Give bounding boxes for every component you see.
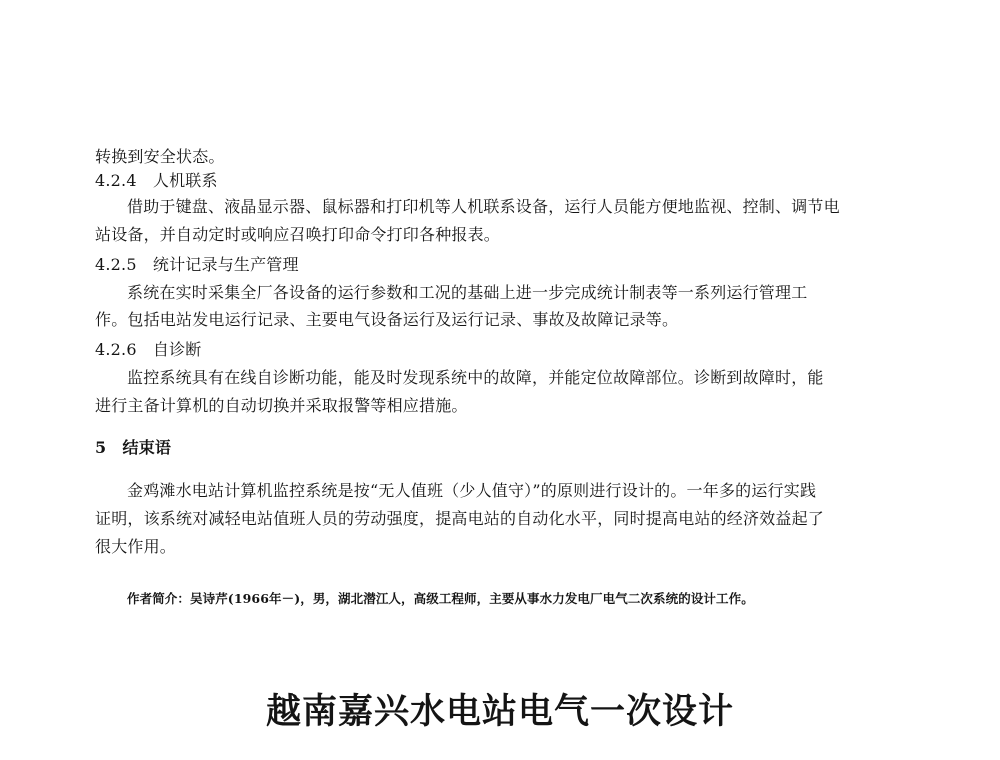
section-heading-4-2-6: 4.2.6 自诊断 — [95, 340, 202, 359]
paragraph-line: 系统在实时采集全厂各设备的运行参数和工况的基础上进一步完成统计制表等一系列运行管理工 — [127, 283, 808, 302]
paragraph-end-line: 转换到安全状态。 — [95, 147, 225, 166]
next-article-title: 越南嘉兴水电站电气一次设计 — [265, 691, 734, 732]
paragraph-line: 很大作用。 — [95, 537, 177, 556]
section-heading-4-2-5: 4.2.5 统计记录与生产管理 — [95, 255, 299, 274]
author-bio: 作者简介：吴诗芹(1966年－)，男，湖北潜江人，高级工程师，主要从事水力发电厂电气二次系统的设计工作。 — [127, 591, 754, 606]
paragraph-line: 进行主备计算机的自动切换并采取报警等相应措施。 — [95, 396, 468, 415]
paragraph-line: 金鸡滩水电站计算机监控系统是按“无人值班（少人值守）”的原则进行设计的。一年多的运行实践 — [127, 481, 817, 500]
section-heading-4-2-4: 4.2.4 人机联系 — [95, 171, 218, 190]
paragraph-line: 站设备，并自动定时或响应召唤打印命令打印各种报表。 — [95, 225, 501, 244]
section-heading-conclusion: 5 结束语 — [95, 438, 172, 457]
paragraph-line: 作。包括电站发电运行记录、主要电气设备运行及运行记录、事故及故障记录等。 — [95, 310, 679, 329]
paragraph-line: 监控系统具有在线自诊断功能，能及时发现系统中的故障，并能定位故障部位。诊断到故障时，能 — [127, 368, 824, 387]
paragraph-line: 借助于键盘、液晶显示器、鼠标器和打印机等人机联系设备，运行人员能方便地监视、控制、调节电 — [127, 197, 840, 216]
paragraph-line: 证明，该系统对减轻电站值班人员的劳动强度，提高电站的自动化水平，同时提高电站的经济效益起了 — [95, 509, 825, 528]
